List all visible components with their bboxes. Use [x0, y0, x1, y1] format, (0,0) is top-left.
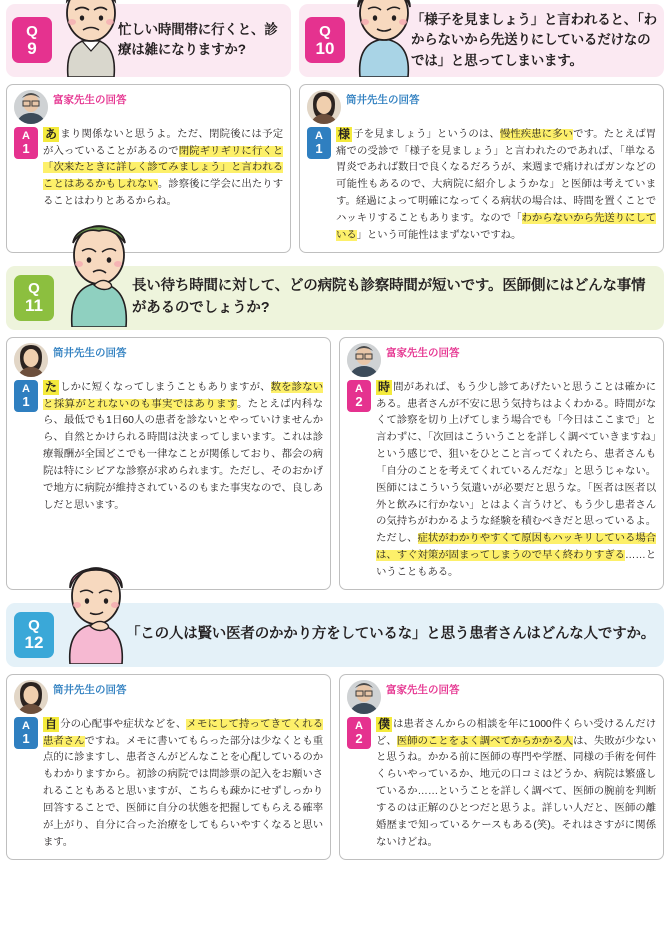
question-badge-number: 12	[24, 633, 44, 653]
question-badge-letter: Q	[28, 280, 40, 298]
question-badge-letter: Q	[28, 617, 40, 635]
answer-lead-char: あ	[45, 126, 57, 141]
illustration-boy-thinking	[60, 275, 132, 321]
answer-badge	[347, 717, 371, 749]
answer-card-q9-a1	[6, 84, 291, 253]
question-badge-q12	[14, 612, 54, 658]
answer-card-q10-a1	[299, 84, 664, 253]
answer-badge	[347, 380, 371, 412]
question-badge-q10	[305, 17, 345, 63]
answer-row-q12	[6, 674, 664, 860]
answer-badge-number: 1	[22, 393, 30, 409]
question-badge-q11	[14, 275, 54, 321]
answer-author-name: 筒井先生の回答	[346, 93, 420, 106]
question-text-q12: 「この人は賢い医者のかかり方をしているな」と思う患者さんはどんな人ですか。	[126, 625, 656, 642]
answer-badge-letter: A	[315, 129, 323, 142]
question-badge-letter: Q	[26, 22, 38, 40]
answer-row-q11	[6, 337, 664, 590]
answer-body	[347, 380, 656, 582]
answer-text-q10-a1: 様 子を見ましょう」というのは、慢性疾患に多いです。たとえば胃痛での受診で「様子を見ましょう」と言われたのであれば、「単なる胃炎であれば数日で良くなるだろうが、来週まで痛ければガンなどの可能性もあるので、大病院に紹介しようかな」と医師は考えています。経過によって明確になってくる病状の場合は、時間を置くことでハッキリすることもあります。なので「わからないから先送りにしている」という可能性はまずないですね。	[336, 126, 657, 241]
answer-badge	[14, 717, 38, 749]
answer-header	[307, 90, 656, 124]
answer-badge-number: 1	[22, 730, 30, 746]
answer-lead-char: た	[45, 379, 57, 394]
illustration-man-glasses	[58, 10, 118, 71]
answer-badge-letter: A	[355, 382, 363, 395]
answer-badge	[14, 380, 38, 412]
question-row-q12	[6, 603, 664, 667]
answer-card-q12-a2	[339, 674, 664, 860]
answer-badge	[307, 127, 331, 159]
answer-header	[14, 680, 323, 714]
question-block-q10	[299, 4, 664, 77]
answer-body	[347, 717, 656, 852]
answer-body	[14, 380, 323, 515]
answer-card-q11-a1	[6, 337, 331, 590]
answer-badge-letter: A	[22, 382, 30, 395]
answer-lead-char: 僕	[378, 716, 390, 731]
answer-header	[347, 680, 656, 714]
answer-card-q11-a2	[339, 337, 664, 590]
illustration-woman-pink-hair	[351, 10, 411, 71]
question-badge-number: 9	[27, 38, 37, 58]
answer-lead-char: 様	[338, 126, 350, 141]
answer-text-q12-a2: 僕 は患者さんからの相談を年に1000件くらい受けるんだけど、医師のことをよく調べてからかかる人は、失敗が少ないと思うね。かかる前に医師の専門や学歴、同様の手術を何件くらいやっているか、地元の口コミはどうか、病院は繁盛しているか……ということを詳しく調べて、医師の腕前を判断するのは正解のひとつだと思うよ。詳しい人だと、医師の離婚歴まで知っているケースもある(笑)。それはさすがに関係ないけどね。	[376, 716, 656, 848]
answer-badge-number: 2	[355, 730, 363, 746]
avatar-fuke	[347, 680, 381, 714]
avatar-tsutsui	[307, 90, 341, 124]
answer-badge-letter: A	[22, 719, 30, 732]
question-text-q9: 忙しい時間帯に行くと、診療は雑になりますか?	[118, 22, 278, 58]
illustration-woman-thinking	[60, 612, 126, 658]
answer-author-name: 筒井先生の回答	[53, 683, 127, 696]
answer-badge	[14, 127, 38, 159]
answer-card-q12-a1	[6, 674, 331, 860]
answer-text-q9-a1: あ まり関係ないと思うよ。ただ、閉院後には予定が入っていることがあるので閉院ギリギリに行くと「次来たときに詳しく診てみましょう」と言われることはあるかもしれない。診察後に学会に出たりすることはわりとあるからね。	[43, 126, 283, 208]
avatar-fuke	[347, 343, 381, 377]
answer-header	[14, 90, 283, 124]
question-badge-letter: Q	[319, 22, 331, 40]
answer-body	[307, 127, 656, 245]
answer-body	[14, 127, 283, 211]
answer-header	[14, 343, 323, 377]
question-block-q11	[6, 266, 664, 330]
answer-badge-letter: A	[22, 129, 30, 142]
answer-lead-char: 自	[45, 716, 57, 731]
answer-text-q12-a1: 自 分の心配事や症状などを、メモにして持ってきてくれる患者さんですね。メモに書いてもらった部分は少なくとも重点的に診ますし、患者さんがどんなことを心配しているのかもわかりますから。初診の病院では問診票の記入をお願いされることもあると思いますが、こちらも疎かにせずしっかり回答することで、医師に自分の状態を把握してもらえる確率が上がり、自分に合った治療をしてもらいやすくなると思います。	[43, 716, 323, 848]
question-badge-number: 11	[25, 296, 43, 316]
avatar-tsutsui	[14, 680, 48, 714]
answer-badge-number: 1	[22, 140, 30, 156]
question-block-q12	[6, 603, 664, 667]
answer-author-name: 富家先生の回答	[386, 683, 460, 696]
answer-badge-number: 2	[355, 393, 363, 409]
question-badge-q9	[12, 17, 52, 63]
answer-text-q11-a2: 時 間があれば、もう少し診てあげたいと思うことは確かにある。患者さんが不安に思う気持ちはよくわかる。時間がなくて診察を切り上げてしまう場合でも「今日はここまで」と言わずに、「次回はこういうことを詳しく調べていきますね」という感じで、狙いをひとこと言ってくれたら、患者さんも「自分のことを考えてくれているんだな」と思うじゃない。医師にはこういう気遣いが必要だと思うな。「医者は医者以外と飲みに行かない」とはよく言うけど、もう少し患者さんの気持ちがわかるような経験を積むべきだと思っているよ。ただし、症状がわかりやすくて原因もハッキリしている場合は、すぐ対策が固まってしまうので早く終わりすぎる……ということもある。	[376, 379, 656, 578]
question-row-top	[6, 4, 664, 77]
avatar-tsutsui	[14, 343, 48, 377]
answer-author-name: 富家先生の回答	[53, 93, 127, 106]
answer-badge-letter: A	[355, 719, 363, 732]
question-row-q11	[6, 266, 664, 330]
question-badge-number: 10	[315, 38, 335, 58]
answer-author-name: 筒井先生の回答	[53, 346, 127, 359]
answer-header	[347, 343, 656, 377]
answer-body	[14, 717, 323, 852]
question-text-q10: 「様子を見ましょう」と言われると、「わからないから先送りにしているだけなのでは」と思ってしまいます。	[411, 12, 657, 68]
question-block-q9	[6, 4, 291, 77]
answer-lead-char: 時	[378, 379, 390, 394]
answer-badge-number: 1	[315, 140, 323, 156]
question-text-q11: 長い待ち時間に対して、どの病院も診察時間が短いです。医師側にはどんな事情があるのでしょうか?	[132, 277, 646, 316]
avatar-fuke	[14, 90, 48, 124]
answer-text-q11-a1: た しかに短くなってしまうこともありますが、数を診ないと採算がとれないのも事実ではあります。たとえば内科なら、最低でも1日60人の患者を診ないとやっていけませんから、自然とかけられる時間は決まってしまいます。これは診療報酬が全国どこでも一律なことが関係しており、都会の病院は特にシビアな診察が求められます。ただし、そのおかげで地方に病院が維持されているのもまた事実なので、良しあしだと思います。	[43, 379, 324, 511]
answer-author-name: 富家先生の回答	[386, 346, 460, 359]
